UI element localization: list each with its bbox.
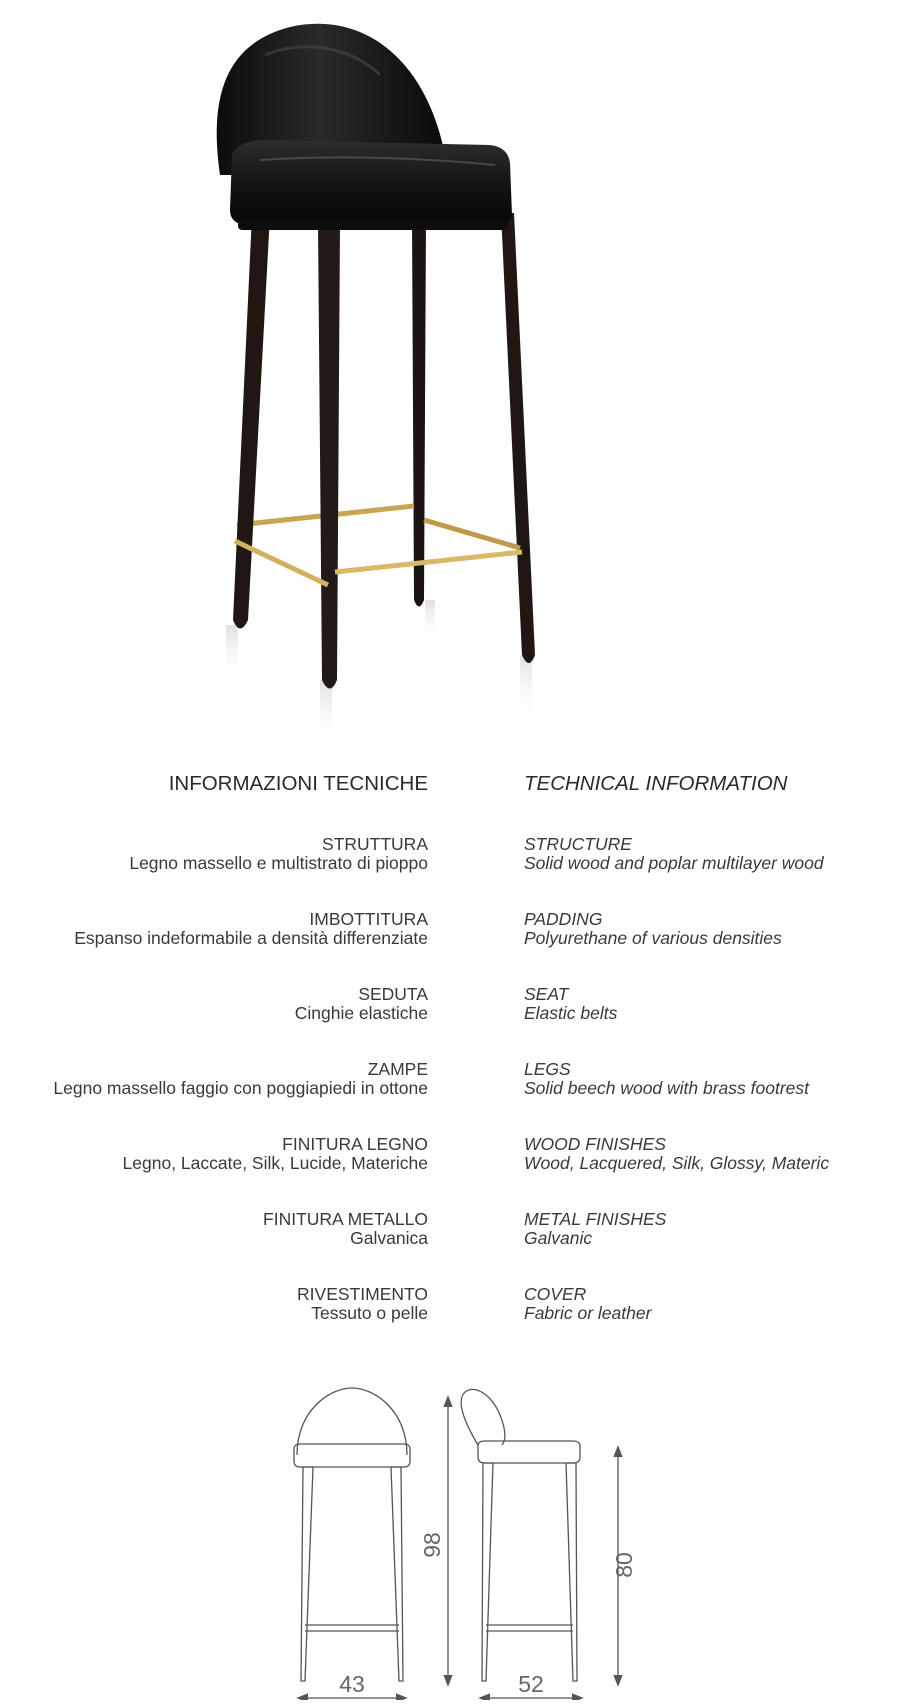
spec-label: STRUTTURA bbox=[322, 834, 428, 854]
seat-base bbox=[238, 220, 508, 230]
arrowhead bbox=[480, 1694, 490, 1700]
brass-footrest bbox=[335, 552, 522, 572]
front-leg bbox=[233, 215, 270, 629]
arrowhead bbox=[444, 1397, 452, 1407]
spec-value: Polyurethane of various densities bbox=[524, 928, 782, 948]
spec-value: Galvanic bbox=[524, 1228, 593, 1248]
spec-item-structure bbox=[524, 835, 912, 910]
spec-item-finitura-metallo bbox=[0, 1210, 428, 1285]
spec-item-finitura-legno bbox=[0, 1135, 428, 1210]
spec-item-rivestimento bbox=[0, 1285, 428, 1360]
spec-value: Galvanica bbox=[350, 1228, 428, 1248]
spec-label: COVER bbox=[524, 1284, 587, 1304]
depth-label: 52 bbox=[518, 1671, 544, 1697]
english-heading: TECHNICAL INFORMATION bbox=[524, 772, 788, 795]
spec-item-struttura bbox=[0, 835, 428, 910]
spec-value: Solid wood and poplar multilayer wood bbox=[524, 853, 824, 873]
spec-item-seat bbox=[524, 985, 912, 1060]
width-label: 43 bbox=[339, 1671, 365, 1697]
arrowhead bbox=[572, 1694, 582, 1700]
spec-value: Solid beech wood with brass footrest bbox=[524, 1078, 810, 1098]
spec-value: Tessuto o pelle bbox=[311, 1303, 428, 1323]
italian-heading: INFORMAZIONI TECNICHE bbox=[168, 772, 428, 795]
spec-value: Fabric or leather bbox=[524, 1303, 652, 1323]
front-view-leg bbox=[301, 1467, 313, 1681]
leg-reflection bbox=[425, 600, 435, 645]
spec-item-seduta bbox=[0, 985, 428, 1060]
english-technical-info bbox=[524, 772, 912, 1360]
seat-height-label: 80 bbox=[611, 1552, 637, 1578]
side-view bbox=[461, 1389, 580, 1681]
spec-value: Legno massello faggio con poggiapiedi in ottone bbox=[53, 1078, 428, 1098]
spec-value: Cinghie elastiche bbox=[294, 1003, 428, 1023]
italian-technical-info bbox=[0, 772, 428, 1360]
total-height-label: 98 bbox=[419, 1532, 445, 1558]
spec-item-cover bbox=[524, 1285, 912, 1360]
spec-label: WOOD FINISHES bbox=[524, 1134, 666, 1154]
spec-value: Wood, Lacquered, Silk, Glossy, Materic bbox=[524, 1153, 830, 1173]
spec-label: ZAMPE bbox=[367, 1059, 428, 1079]
back-leg bbox=[412, 220, 426, 607]
spec-label: FINITURA METALLO bbox=[263, 1209, 428, 1229]
spec-value: Elastic belts bbox=[524, 1003, 618, 1023]
spec-value: Legno massello e multistrato di pioppo bbox=[129, 853, 428, 873]
arrowhead bbox=[614, 1447, 622, 1457]
arrowhead bbox=[298, 1694, 308, 1700]
leg-reflection bbox=[320, 680, 332, 750]
front-view bbox=[294, 1388, 410, 1681]
spec-label: IMBOTTITURA bbox=[309, 909, 428, 929]
back-leg bbox=[501, 213, 535, 663]
front-view-seat bbox=[294, 1444, 410, 1467]
spec-item-legs bbox=[524, 1060, 912, 1135]
arrowhead bbox=[614, 1675, 622, 1685]
front-leg bbox=[318, 225, 340, 689]
spec-item-imbottitura bbox=[0, 910, 428, 985]
spec-label: SEDUTA bbox=[358, 984, 428, 1004]
dimension-drawing bbox=[280, 1385, 660, 1700]
spec-item-wood-finishes bbox=[524, 1135, 912, 1210]
spec-item-zampe bbox=[0, 1060, 428, 1135]
spec-item-padding bbox=[524, 910, 912, 985]
spec-value: Legno, Laccate, Silk, Lucide, Materiche bbox=[122, 1153, 428, 1173]
spec-label: LEGS bbox=[524, 1059, 571, 1079]
brass-footrest bbox=[424, 520, 520, 548]
spec-label: RIVESTIMENTO bbox=[297, 1284, 428, 1304]
spec-label: SEAT bbox=[524, 984, 569, 1004]
arrowhead bbox=[444, 1675, 452, 1685]
spec-label: METAL FINISHES bbox=[524, 1209, 667, 1229]
side-view-backrest bbox=[461, 1389, 505, 1445]
side-view-leg bbox=[482, 1463, 493, 1681]
leg-reflection bbox=[226, 625, 238, 685]
spec-item-metal-finishes bbox=[524, 1210, 912, 1285]
front-view-leg bbox=[391, 1467, 403, 1681]
product-photo bbox=[190, 15, 570, 755]
side-view-leg bbox=[566, 1463, 577, 1681]
spec-label: PADDING bbox=[524, 909, 603, 929]
spec-value: Espanso indeformabile a densità differenziate bbox=[74, 928, 428, 948]
front-view-backrest bbox=[297, 1388, 407, 1455]
spec-label: FINITURA LEGNO bbox=[282, 1134, 428, 1154]
side-view-seat bbox=[478, 1441, 580, 1463]
seat-cushion bbox=[230, 140, 512, 225]
arrowhead bbox=[396, 1694, 406, 1700]
leg-reflection bbox=[520, 655, 532, 720]
spec-label: STRUCTURE bbox=[524, 834, 632, 854]
